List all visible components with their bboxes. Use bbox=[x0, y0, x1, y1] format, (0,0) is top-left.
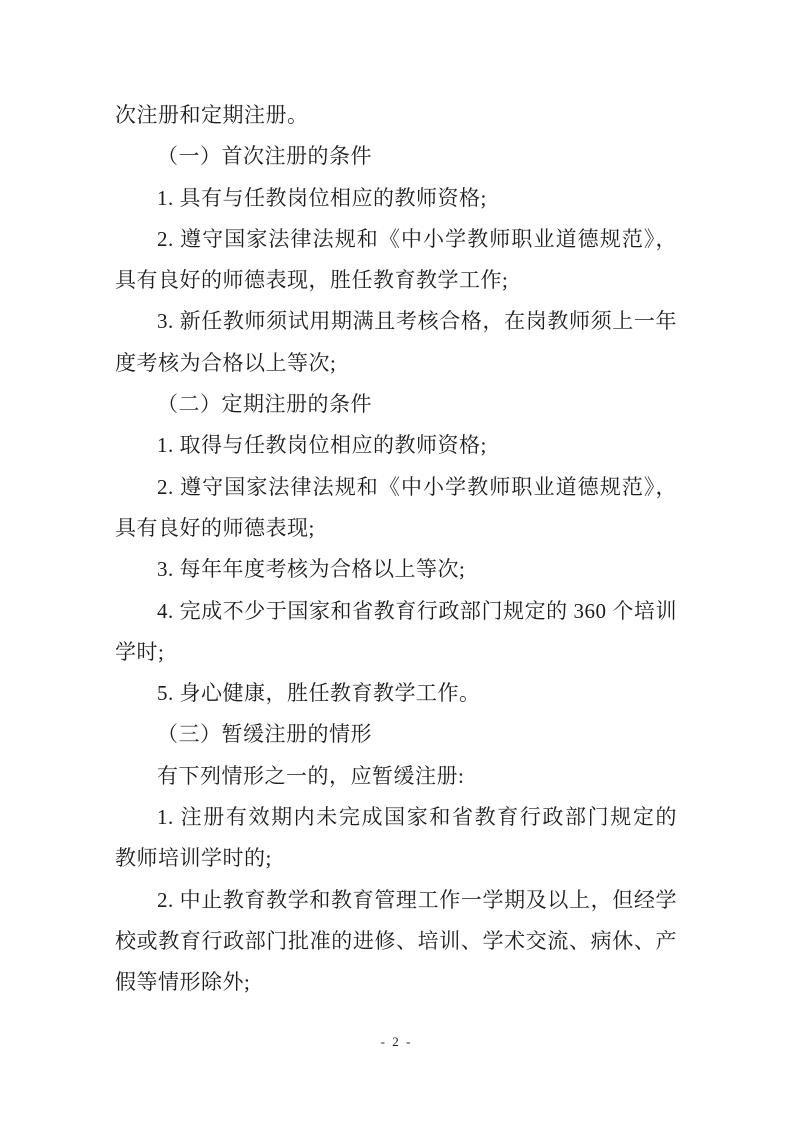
section-heading: （三）暂缓注册的情形 bbox=[157, 722, 372, 747]
text-line: 2. 中止教育教学和教育管理工作一学期及以上，但经学 bbox=[157, 887, 677, 912]
text-line: 4. 完成不少于国家和省教育行政部门规定的 360 个培训 bbox=[157, 598, 677, 623]
text-line: 假等情形除外; bbox=[115, 970, 251, 995]
section-heading: （一）首次注册的条件 bbox=[157, 144, 372, 169]
text-line: 度考核为合格以上等次; bbox=[115, 350, 337, 375]
text-line: 1. 取得与任教岗位相应的教师资格; bbox=[157, 433, 487, 458]
page-footer bbox=[0, 1033, 793, 1051]
text-line: 1. 注册有效期内未完成国家和省教育行政部门规定的 bbox=[157, 805, 677, 830]
text-line: 次注册和定期注册。 bbox=[115, 103, 309, 127]
text-line: 具有良好的师德表现; bbox=[115, 515, 315, 540]
text-line: 5. 身心健康，胜任教育教学工作。 bbox=[157, 681, 481, 706]
section-heading: （二）定期注册的条件 bbox=[157, 392, 372, 417]
text-line: 3. 每年年度考核为合格以上等次; bbox=[157, 557, 466, 582]
text-line: 校或教育行政部门批准的进修、培训、学术交流、病休、产 bbox=[115, 928, 677, 953]
text-line: 2. 遵守国家法律法规和《中小学教师职业道德规范》， bbox=[157, 226, 677, 251]
text-line: 教师培训学时的; bbox=[115, 846, 272, 871]
page-number: - 2 - bbox=[380, 1034, 413, 1049]
text-line: 具有良好的师德表现，胜任教育教学工作; bbox=[115, 268, 509, 293]
text-line: 有下列情形之一的，应暂缓注册: bbox=[157, 763, 465, 788]
text-line: 1. 具有与任教岗位相应的教师资格; bbox=[157, 185, 487, 210]
text-line: 学时; bbox=[115, 639, 165, 664]
text-line: 2. 遵守国家法律法规和《中小学教师职业道德规范》， bbox=[157, 474, 677, 499]
text-line: 3. 新任教师须试用期满且考核合格，在岗教师须上一年 bbox=[157, 309, 677, 334]
document-body bbox=[115, 95, 677, 1004]
